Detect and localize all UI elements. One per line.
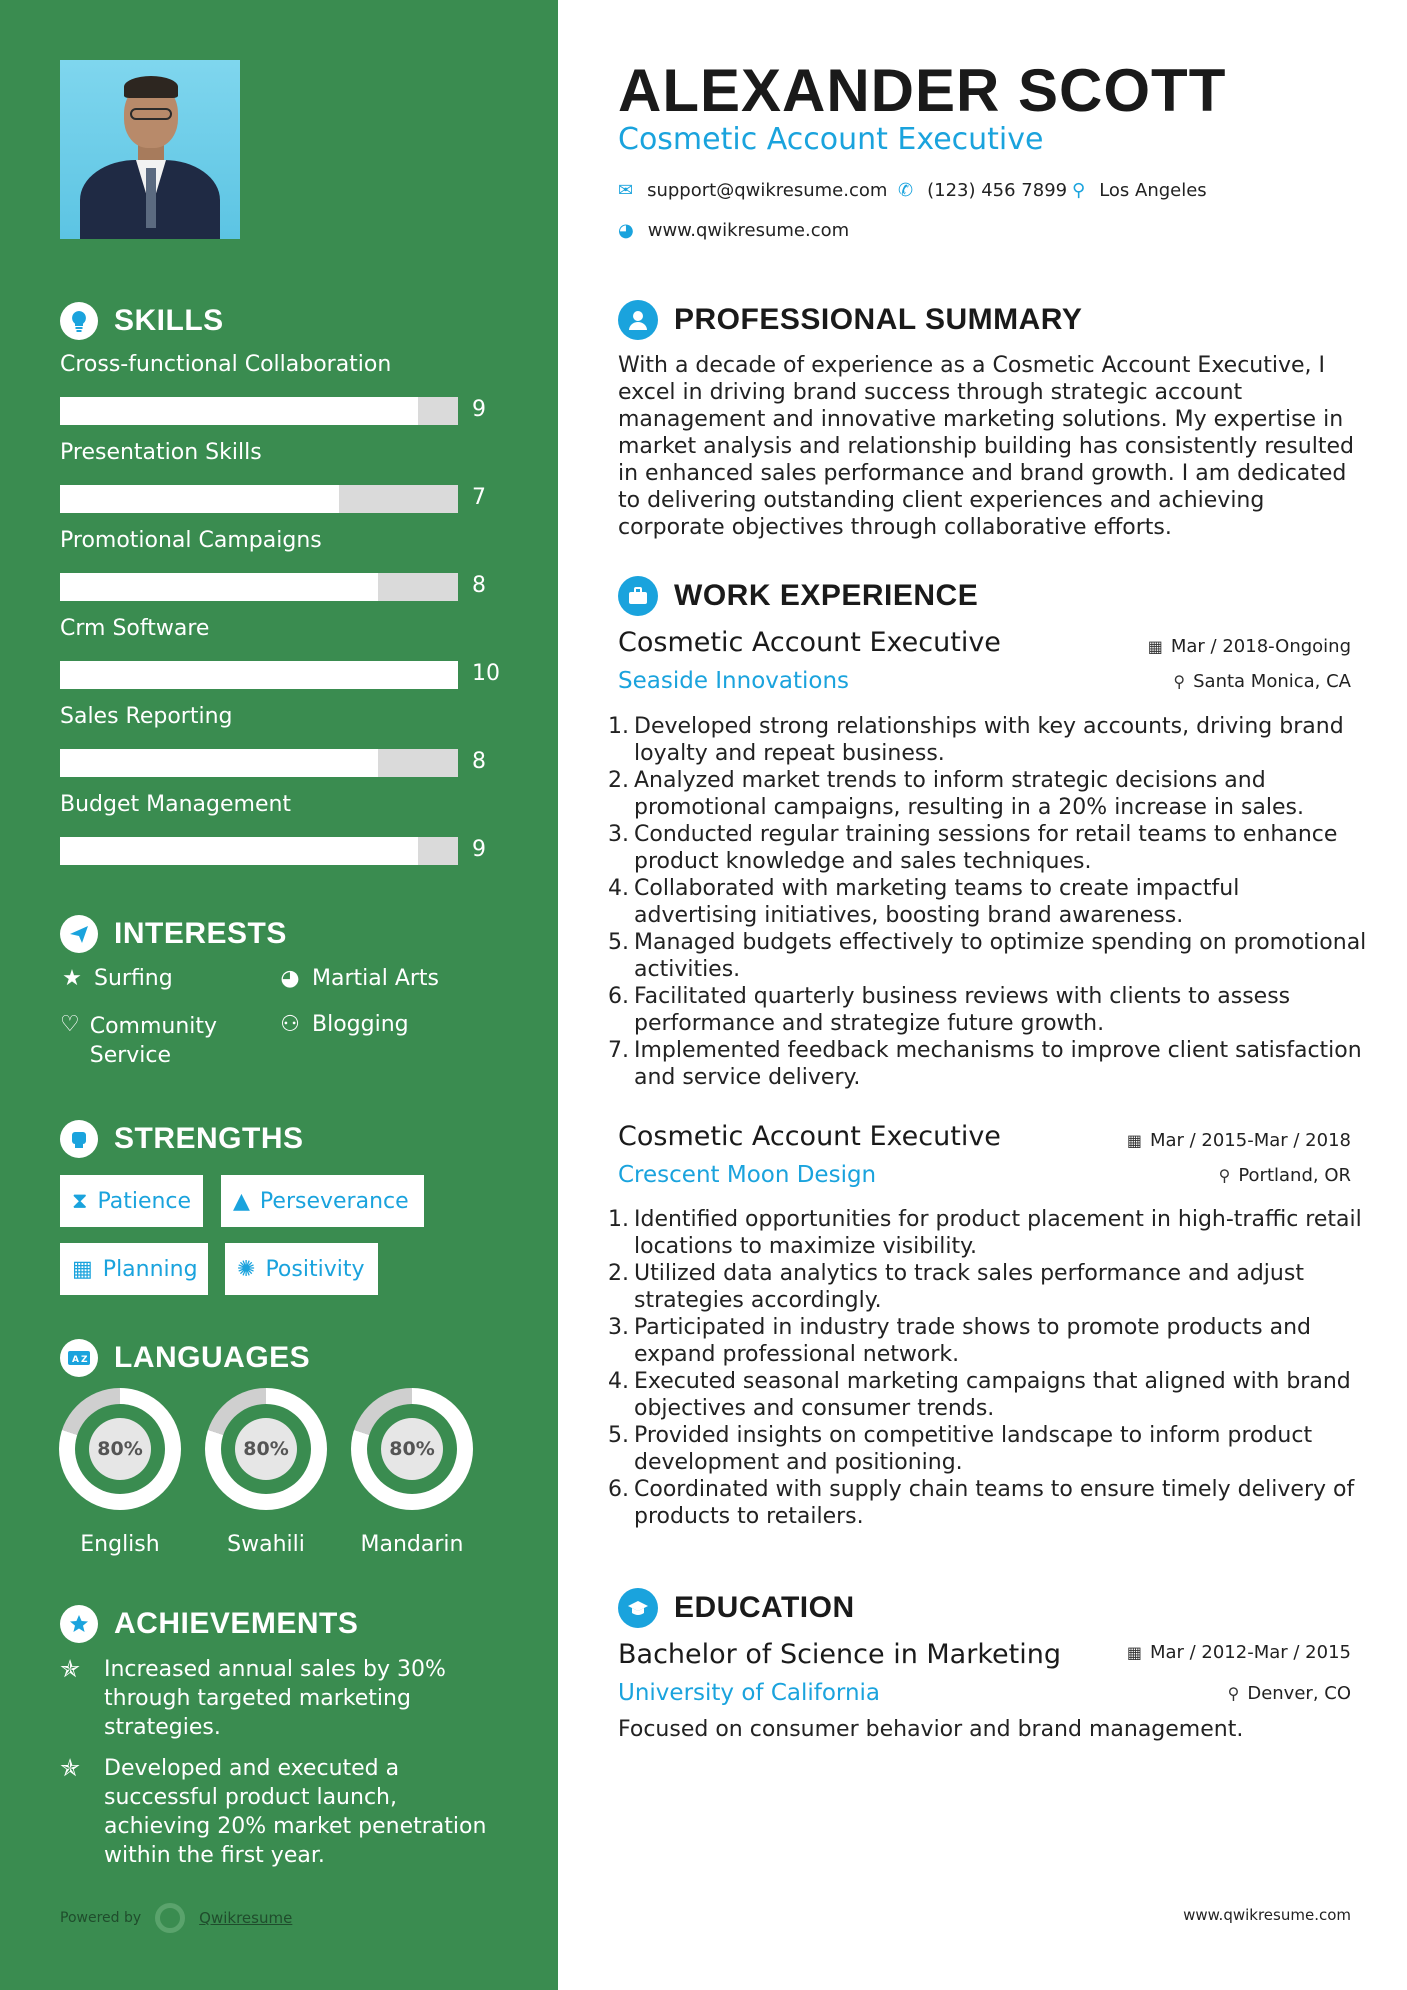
education-location <box>1228 1683 1351 1704</box>
envelope-icon: ✉ <box>618 180 634 201</box>
skill-name: Crm Software <box>60 616 210 641</box>
paper-plane-icon <box>60 915 98 953</box>
summary-text: With a decade of experience as a Cosmetic Account Executive, I excel in driving brand success through strategic account management and innovative marketing solutions. My expertise in market analysis and relationship building has consistently resulted in enhanced sales performance and brand growth. I am dedicated to delivering outstanding client experiences and achieving corporate objectives through collaborative efforts. <box>618 353 1354 540</box>
svg-text:Z: Z <box>81 1355 88 1365</box>
skill-item <box>60 352 500 422</box>
user-icon <box>618 300 658 340</box>
main-content <box>558 0 1407 1990</box>
star-burst-icon: ✯ <box>60 1655 81 1683</box>
job-dates-text: Mar / 2018-Ongoing <box>1170 636 1351 657</box>
skill-value: 8 <box>472 749 486 774</box>
sidebar <box>0 0 558 1990</box>
achievement-text: Developed and executed a successful product launch, achieving 20% market penetration within the first year. <box>104 1756 487 1868</box>
interests-heading <box>60 915 287 953</box>
list-item: 6. Coordinated with supply chain teams to ensure timely delivery of products to retailers. <box>608 1477 1355 1529</box>
skill-value: 9 <box>472 837 486 862</box>
skill-item <box>60 616 500 686</box>
phone-text: (123) 456 7899 <box>927 180 1068 201</box>
list-item: 4. Collaborated with marketing teams to create impactful advertising initiatives, boosting brand awareness. <box>608 876 1240 928</box>
skills-heading <box>60 302 224 340</box>
strength-badge <box>225 1243 378 1295</box>
language-item <box>59 1388 181 1557</box>
skill-name: Presentation Skills <box>60 440 262 465</box>
interest-item <box>60 966 173 991</box>
skill-name: Sales Reporting <box>60 704 233 729</box>
skill-item <box>60 792 500 862</box>
language-name: Mandarin <box>360 1532 464 1557</box>
interest-label: Martial Arts <box>312 966 440 991</box>
powered-by-label: Powered by <box>60 1910 142 1926</box>
contact-location <box>1072 180 1207 201</box>
fist-icon <box>60 1120 98 1158</box>
education-title: EDUCATION <box>674 1591 855 1624</box>
briefcase-icon <box>618 576 658 616</box>
pin-icon: ⚲ <box>1218 1166 1231 1185</box>
interest-item <box>278 1012 409 1037</box>
hourglass-icon: ⧗ <box>72 1188 88 1214</box>
languages-heading <box>60 1339 310 1377</box>
interest-label: Surfing <box>94 966 173 991</box>
strength-label: Positivity <box>265 1256 365 1282</box>
interest-item <box>278 966 439 991</box>
skill-bar <box>60 485 458 513</box>
pin-icon: ⚲ <box>1227 1684 1240 1703</box>
interests-title: INTERESTS <box>114 917 287 950</box>
list-item: 1. Developed strong relationships with key accounts, driving brand loyalty and repeat business. <box>608 714 1344 766</box>
job-bullets <box>608 713 1368 1091</box>
strength-badge <box>221 1175 424 1227</box>
job-dates <box>1127 1130 1351 1151</box>
skill-bar <box>60 749 458 777</box>
qwikresume-link[interactable]: Qwikresume <box>199 1909 293 1927</box>
skill-name: Budget Management <box>60 792 292 817</box>
skill-name: Cross-functional Collaboration <box>60 352 392 377</box>
language-item <box>205 1388 327 1557</box>
job-location <box>1173 671 1351 692</box>
sun-icon: ✺ <box>237 1256 256 1282</box>
graduation-icon <box>618 1588 658 1628</box>
calendar-icon: ▦ <box>72 1256 93 1282</box>
language-ring <box>351 1388 473 1510</box>
list-item: 3. Conducted regular training sessions for retail teams to enhance product knowledge and sales techniques. <box>608 822 1338 874</box>
contact-website[interactable] <box>618 220 849 241</box>
language-percent: 80% <box>235 1418 297 1480</box>
qwikresume-logo-icon <box>155 1903 185 1933</box>
list-item: 4. Executed seasonal marketing campaigns that aligned with brand objectives and consumer trends. <box>608 1369 1351 1421</box>
list-item: 3. Participated in industry trade shows to promote products and expand professional network. <box>608 1315 1312 1367</box>
phone-icon: ✆ <box>898 180 914 201</box>
skill-value: 7 <box>472 485 486 510</box>
skill-value: 10 <box>472 661 500 686</box>
achievement-text: Increased annual sales by 30% through targeted marketing strategies. <box>104 1657 446 1740</box>
skill-bar <box>60 661 458 689</box>
skill-name: Promotional Campaigns <box>60 528 322 553</box>
degree-title: Bachelor of Science in Marketing <box>618 1639 1061 1670</box>
job-location-text: Portland, OR <box>1238 1165 1351 1186</box>
strength-label: Planning <box>102 1256 198 1282</box>
interest-label: Blogging <box>312 1012 409 1037</box>
map-pin-icon: ⚲ <box>1072 180 1086 201</box>
education-location-text: Denver, CO <box>1247 1683 1351 1704</box>
job-dates <box>1148 636 1351 657</box>
language-item <box>351 1388 473 1557</box>
interest-label: Community Service <box>89 1014 218 1068</box>
footer-website[interactable]: www.qwikresume.com <box>1183 1906 1351 1924</box>
skill-item <box>60 440 500 510</box>
calendar-icon: ▦ <box>1126 1131 1142 1150</box>
list-item: 7. Implemented feedback mechanisms to improve client satisfaction and service delivery. <box>608 1038 1362 1090</box>
job-bullets <box>608 1206 1368 1530</box>
powered-by <box>60 1903 292 1933</box>
pin-icon: ⚲ <box>1173 672 1186 691</box>
skill-value: 9 <box>472 397 486 422</box>
experience-heading <box>618 576 978 616</box>
experience-title: WORK EXPERIENCE <box>674 579 979 612</box>
contact-email[interactable] <box>618 180 887 201</box>
globe-icon: ◕ <box>618 220 634 241</box>
strength-badge <box>60 1243 208 1295</box>
education-heading <box>618 1588 855 1628</box>
school-name: University of California <box>618 1680 881 1706</box>
job-company: Seaside Innovations <box>618 668 850 694</box>
strengths-heading <box>60 1120 304 1158</box>
calendar-icon: ▦ <box>1147 637 1163 656</box>
website-text: www.qwikresume.com <box>647 220 850 241</box>
road-icon: ▲ <box>233 1188 250 1214</box>
svg-text:A: A <box>72 1355 79 1365</box>
list-item: 2. Analyzed market trends to inform strategic decisions and promotional campaigns, resulting in a 20% increase in sales. <box>608 768 1305 820</box>
skill-value: 8 <box>472 573 486 598</box>
education-dates <box>1127 1642 1351 1663</box>
language-name: English <box>80 1532 160 1557</box>
star-burst-icon: ✯ <box>60 1754 81 1782</box>
location-text: Los Angeles <box>1099 180 1207 201</box>
strength-label: Perseverance <box>259 1188 409 1214</box>
list-item: 1. Identified opportunities for product placement in high-traffic retail locations to maximize visibility. <box>608 1207 1362 1259</box>
language-ring <box>205 1388 327 1510</box>
education-dates-text: Mar / 2012-Mar / 2015 <box>1149 1642 1351 1663</box>
list-item: 6. Facilitated quarterly business reviews with clients to assess performance and strategize future growth. <box>608 984 1291 1036</box>
language-icon <box>60 1339 98 1377</box>
strength-badge <box>60 1175 203 1227</box>
skill-bar <box>60 573 458 601</box>
skill-item <box>60 528 500 598</box>
list-item: 5. Managed budgets effectively to optimize spending on promotional activities. <box>608 930 1367 982</box>
achievement-item <box>60 1754 510 1870</box>
job-company: Crescent Moon Design <box>618 1162 877 1188</box>
users-icon: ⚇ <box>280 1012 300 1037</box>
job-location <box>1219 1165 1351 1186</box>
skill-item <box>60 704 500 774</box>
achievement-item <box>60 1655 510 1742</box>
language-ring <box>59 1388 181 1510</box>
profile-photo <box>60 60 240 239</box>
award-star-icon <box>60 1605 98 1643</box>
globe-icon: ◕ <box>280 966 300 991</box>
strength-label: Patience <box>97 1188 192 1214</box>
summary-heading <box>618 300 1082 340</box>
email-text: support@qwikresume.com <box>647 180 888 201</box>
candidate-role: Cosmetic Account Executive <box>618 122 1044 157</box>
lightbulb-icon <box>60 302 98 340</box>
language-name: Swahili <box>227 1532 305 1557</box>
job-title: Cosmetic Account Executive <box>618 1121 1001 1152</box>
list-item: 2. Utilized data analytics to track sales performance and adjust strategies accordingly. <box>608 1261 1304 1313</box>
skill-bar <box>60 837 458 865</box>
interest-item <box>60 1012 260 1070</box>
contact-phone[interactable] <box>898 180 1067 201</box>
job-title: Cosmetic Account Executive <box>618 627 1001 658</box>
candidate-name: ALEXANDER SCOTT <box>618 57 1227 124</box>
star-icon: ★ <box>62 966 82 991</box>
language-percent: 80% <box>381 1418 443 1480</box>
language-percent: 80% <box>89 1418 151 1480</box>
skill-bar <box>60 397 458 425</box>
achievements-title: ACHIEVEMENTS <box>114 1607 359 1640</box>
list-item: 5. Provided insights on competitive landscape to inform product development and positioning. <box>608 1423 1313 1475</box>
heart-icon: ♡ <box>60 1012 80 1037</box>
strengths-title: STRENGTHS <box>114 1122 304 1155</box>
languages-title: LANGUAGES <box>114 1341 311 1374</box>
summary-title: PROFESSIONAL SUMMARY <box>674 303 1083 336</box>
calendar-icon: ▦ <box>1126 1643 1142 1662</box>
job-location-text: Santa Monica, CA <box>1193 671 1351 692</box>
achievements-heading <box>60 1605 358 1643</box>
skills-title: SKILLS <box>114 304 224 337</box>
job-dates-text: Mar / 2015-Mar / 2018 <box>1149 1130 1351 1151</box>
education-description: Focused on consumer behavior and brand management. <box>618 1717 1244 1742</box>
